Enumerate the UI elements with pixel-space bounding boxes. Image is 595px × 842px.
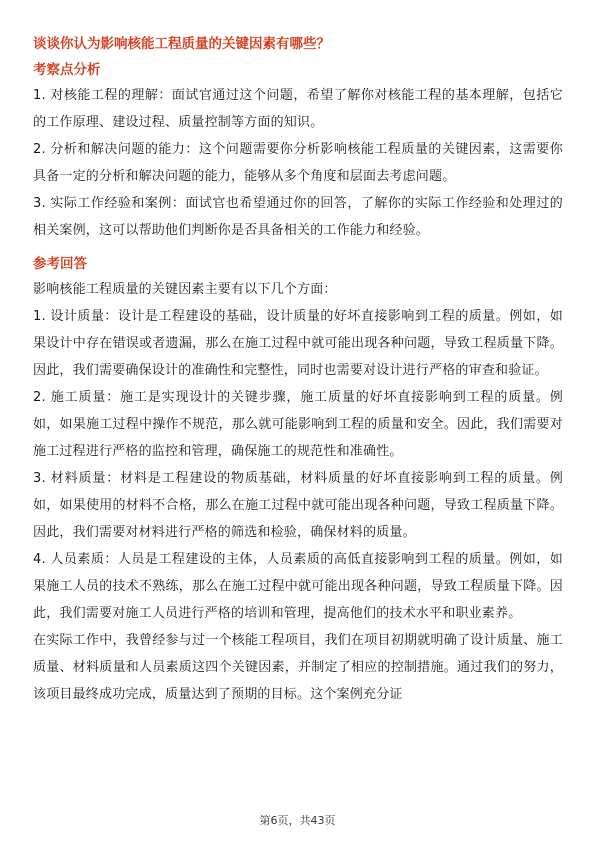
analysis-item-1: 1. 对核能工程的理解：面试官通过这个问题，希望了解你对核能工程的基本理解，包括它的工作原理、建设过程、质量控制等方面的知识。 — [33, 88, 563, 130]
page-number-footer: 第6页，共43页 — [259, 814, 336, 827]
answer-intro: 影响核能工程质量的关键因素主要有以下几个方面： — [33, 282, 337, 297]
answer-case: 在实际工作中，我曾经参与过一个核能工程项目，我们在项目初期就明确了设计质量、施工质量、材料质量和人员素质这四个关键因素，并制定了相应的控制措施。通过我们的努力，该项目最终成功完成，质量达到了预期的目标。这个案例充分证 — [33, 633, 563, 702]
answer-item-4: 4. 人员素质：人员是工程建设的主体，人员素质的高低直接影响到工程的质量。例如，如果施工人员的技术不熟练，那么在施工过程中就可能出现各种问题，导致工程质量下降。因此，我们需要对施工人员进行严格的培训和管理，提高他们的技术水平和职业素养。 — [33, 552, 563, 621]
answer-item-3: 3. 材料质量：材料是工程建设的物质基础，材料质量的好坏直接影响到工程的质量。例如，如果使用的材料不合格，那么在施工过程中就可能出现各种问题，导致工程质量下降。因此，我们需要对材料进行严格的筛选和检验，确保材料的质量。 — [33, 471, 563, 540]
analysis-item-3: 3. 实际工作经验和案例：面试官也希望通过你的回答，了解你的实际工作经验和处理过的相关案例，这可以帮助他们判断你是否具备相关的工作能力和经验。 — [33, 196, 563, 238]
analysis-item-2: 2. 分析和解决问题的能力：这个问题需要你分析影响核能工程质量的关键因素，这需要你具备一定的分析和解决问题的能力，能够从多个角度和层面去考虑问题。 — [33, 142, 563, 184]
answer-section-title: 参考回答 — [33, 256, 87, 272]
answer-item-2: 2. 施工质量：施工是实现设计的关键步骤，施工质量的好坏直接影响到工程的质量。例如，如果施工过程中操作不规范，那么就可能影响到工程的质量和安全。因此，我们需要对施工过程进行严格的监控和管理，确保施工的规范性和准确性。 — [33, 390, 563, 459]
analysis-section-title: 考察点分析 — [33, 62, 101, 78]
page-content — [33, 34, 563, 708]
answer-item-1: 1. 设计质量：设计是工程建设的基础，设计质量的好坏直接影响到工程的质量。例如，如果设计中存在错误或者遗漏，那么在施工过程中就可能出现各种问题，导致工程质量下降。因此，我们需要确保设计的准确性和完整性，同时也需要对设计进行严格的审查和验证。 — [33, 309, 563, 378]
question-heading: 谈谈你认为影响核能工程质量的关键因素有哪些？ — [33, 36, 330, 52]
